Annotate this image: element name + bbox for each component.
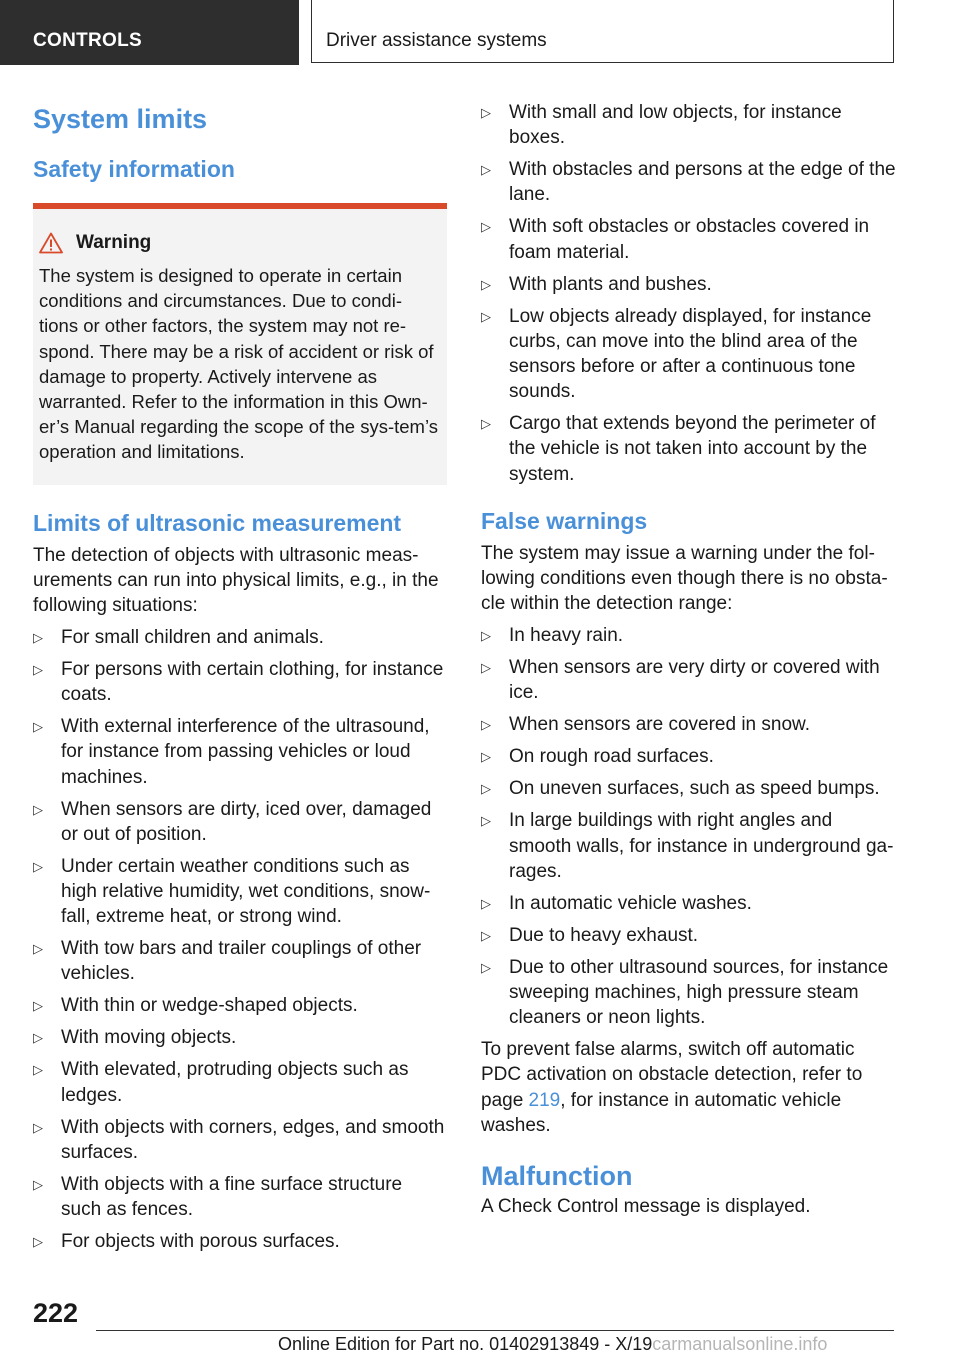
list-item: ▷ Cargo that extends beyond the perimeter of the vehicle is not taken into account by the system. (481, 411, 896, 487)
limits-intro: The detection of objects with ultrasonic meas-urements can run into physical limits, e.g., in the following situations: (33, 544, 439, 617)
header-chapter-label: Driver assistance systems (326, 30, 547, 51)
list-item: ▷ For objects with porous surfaces. (33, 1229, 447, 1254)
list-item: ▷ When sensors are covered in snow. (481, 712, 896, 737)
list-item: ▷ With objects with a fine surface structure such as fences. (33, 1172, 447, 1222)
list-item: ▷ With tow bars and trailer couplings of other vehicles. (33, 936, 447, 986)
footer-edition-text: Online Edition for Part no. 01402913849 - X/19 (278, 1334, 653, 1354)
left-column (33, 100, 447, 1254)
list-item: ▷ Due to other ultrasound sources, for instance sweeping machines, high pressure steam cleaners or neon lights. (481, 955, 896, 1031)
malfunction-heading: Malfunction (481, 1161, 633, 1192)
list-item: ▷ In large buildings with right angles and smooth walls, for instance in underground ga-rages. (481, 808, 896, 884)
list-item: ▷ On uneven surfaces, such as speed bumps. (481, 776, 896, 801)
list-item: ▷ With moving objects. (33, 1025, 447, 1050)
page-number: 222 (33, 1298, 79, 1328)
footer-divider (96, 1330, 894, 1331)
page-219-link[interactable]: 219 (528, 1089, 561, 1111)
malfunction-text: A Check Control message is displayed. (481, 1196, 811, 1218)
footer-edition (278, 1334, 827, 1355)
list-item: ▷ In heavy rain. (481, 623, 896, 648)
header-chapter (311, 0, 894, 63)
list-item: ▷ For small children and animals. (33, 625, 447, 650)
list-item: ▷ Under certain weather conditions such as high relative humidity, wet conditions, snow-fall, extreme heat, or strong wind. (33, 854, 447, 930)
limits-heading: Limits of ultrasonic measurement (33, 509, 402, 536)
list-item: ▷ With soft obstacles or obstacles covered in foam material. (481, 214, 896, 264)
list-item: ▷ With small and low objects, for instance boxes. (481, 100, 896, 150)
limits-list-continued (481, 100, 896, 487)
false-warnings-intro: The system may issue a warning under the fol-lowing conditions even though there is no obsta-cle within the detection range: (481, 542, 888, 615)
list-item: ▷ With elevated, protruding objects such as ledges. (33, 1057, 447, 1107)
list-item: ▷ Low objects already displayed, for instance curbs, can move into the blind area of the sensors before or after a continuous tone sounds. (481, 304, 896, 405)
warning-header (39, 231, 439, 255)
list-item: ▷ With external interference of the ultrasound, for instance from passing vehicles or loud machines. (33, 714, 447, 790)
list-item: ▷ With objects with corners, edges, and smooth surfaces. (33, 1115, 447, 1165)
warning-box (33, 203, 447, 485)
safety-heading: Safety information (33, 156, 235, 182)
false-warnings-heading: False warnings (481, 507, 648, 534)
list-item: ▷ When sensors are very dirty or covered with ice. (481, 655, 896, 705)
list-item: ▷ With obstacles and persons at the edge of the lane. (481, 157, 896, 207)
false-warnings-list (481, 623, 896, 1030)
list-item: ▷ For persons with certain clothing, for instance coats. (33, 657, 447, 707)
header-section (0, 0, 299, 65)
warning-label: Warning (76, 232, 152, 253)
limits-list (33, 625, 447, 1254)
list-item: ▷ Due to heavy exhaust. (481, 923, 896, 948)
watermark-text: carmanualsonline.info (652, 1334, 828, 1354)
prevent-paragraph (481, 1037, 896, 1138)
list-item: ▷ With thin or wedge-shaped objects. (33, 993, 447, 1018)
list-item: ▷ On rough road surfaces. (481, 744, 896, 769)
list-item: ▷ In automatic vehicle washes. (481, 891, 896, 916)
right-column (481, 100, 896, 1219)
warning-triangle-icon (39, 232, 63, 254)
list-item: ▷ When sensors are dirty, iced over, damaged or out of position. (33, 797, 447, 847)
prevent-text-after: , for instance in automatic vehicle washes. (481, 1089, 842, 1136)
prevent-text-before: To prevent false alarms, switch off automatic PDC activation on obstacle detection, refer to page (481, 1039, 863, 1111)
list-item: ▷ With plants and bushes. (481, 272, 896, 297)
page-title: System limits (33, 104, 208, 134)
warning-text: The system is designed to operate in certain conditions and circumstances. Due to condi-tions or other factors, the system may not re-spond. There may be a risk of accident or risk of damage to property. Actively intervene as warranted. Refer to the information in this Own-er’s Manual regarding the scope of the sys-tem’s operation and limitations. (39, 265, 438, 463)
header-section-label: CONTROLS (33, 30, 143, 51)
